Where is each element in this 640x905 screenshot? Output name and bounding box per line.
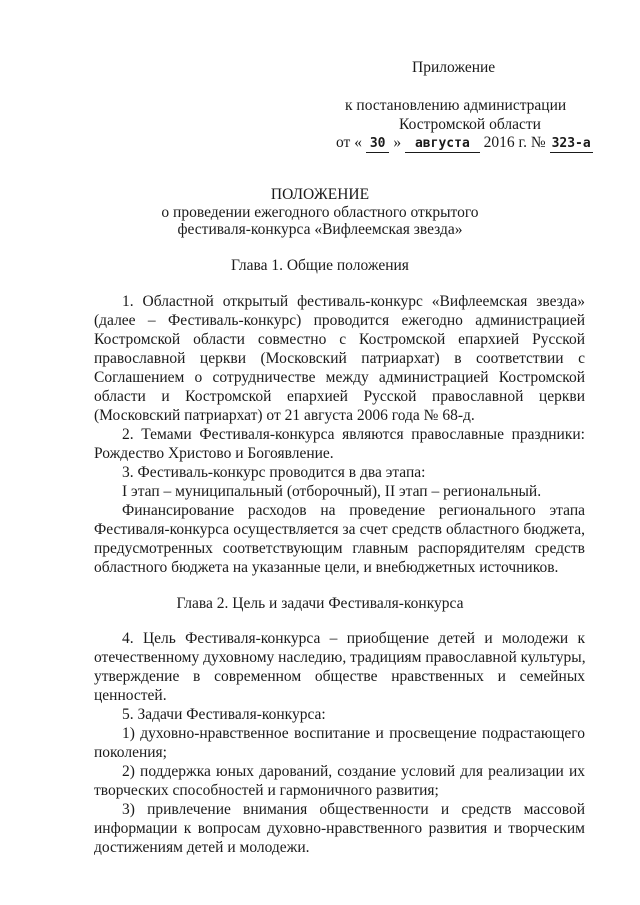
date-prefix: от « (336, 134, 362, 151)
paragraph-line: (Московский патриархат) от 21 августа 2006 года № 68-д. (94, 407, 475, 424)
chapter-2-title: Глава 2. Цель и задачи Фестиваля-конкурса (176, 595, 464, 612)
paragraph-line: областного бюджета на указанные цели, и внебюджетных источников. (94, 559, 559, 576)
list-item-line: достижениям детей и молодежи. (94, 839, 310, 856)
annex-line-1: к постановлению администрации (345, 97, 567, 114)
list-item-line: 2) поддержка юных дарований, создание условий для реализации их (122, 763, 585, 780)
document-number: 323-а (551, 136, 591, 151)
paragraph-line: 5. Задачи Фестиваля-конкурса: (122, 706, 326, 723)
chapter-1-title: Глава 1. Общие положения (231, 257, 409, 274)
list-item-line: 3) привлечение внимания общественности и средств массовой (122, 801, 585, 818)
date-day: 30 (366, 136, 390, 153)
paragraph-line: Фестиваля-конкурса осуществляется за счет средств областного бюджета, (94, 521, 585, 538)
paragraph-line: Рождество Христово и Богоявление. (94, 445, 334, 462)
paragraph-line: ценностей. (94, 687, 167, 704)
document-title: ПОЛОЖЕНИЕ (270, 186, 370, 203)
paragraph-line: 3. Фестиваль-конкурс проводится в два этапа: (122, 464, 426, 481)
list-item-line: 1) духовно-нравственное воспитание и просвещение подрастающего (122, 725, 585, 742)
paragraph-line: 1. Областной открытый фестиваль-конкурс «Вифлеемская звезда» (122, 293, 585, 310)
paragraph-line: Финансирование расходов на проведение регионального этапа (122, 502, 585, 519)
paragraph-line: Костромской области совместно с Костромской епархией Русской (94, 331, 585, 348)
annex-line-2: Костромской области (399, 116, 541, 133)
list-item-line: поколения; (94, 744, 167, 761)
paragraph-line: (далее – Фестиваль-конкурс) проводится ежегодно администрацией (94, 312, 585, 329)
list-item-line: творческих способностей и гармоничного развития; (94, 782, 439, 799)
paragraph-line: области и Костромской епархией Русской православной церкви (94, 388, 585, 405)
annex-title: Приложение (412, 59, 496, 76)
paragraph-line: 2. Темами Фестиваля-конкурса являются православные праздники: (122, 426, 585, 443)
paragraph-line: 4. Цель Фестиваля-конкурса – приобщение детей и молодежи к (122, 630, 585, 647)
document-subtitle-2: фестиваля-конкурса «Вифлеемская звезда» (177, 221, 463, 238)
paragraph-line: утверждение в современном обществе нравственных и семейных (94, 668, 585, 685)
annex-date-line (336, 133, 593, 153)
date-month: августа (405, 136, 480, 153)
paragraph-line: Соглашением о сотрудничестве между администрацией Костромской (94, 369, 585, 386)
paragraph-line: отечественному духовному наследию, традициям православной культуры, (94, 649, 586, 666)
date-mid: » (393, 134, 402, 151)
list-item-line: информации к вопросам духовно-нравственного развития и творческим (94, 820, 585, 837)
paragraph-line: православной церкви (Московский патриархат) в соответствии с (94, 350, 585, 367)
paragraph-line: I этап – муниципальный (отборочный), II этап – региональный. (122, 483, 542, 500)
date-year: 2016 г. № (483, 134, 546, 151)
document-subtitle-1: о проведении ежегодного областного открытого (161, 204, 479, 221)
paragraph-line: предусмотренных соответствующим главным распорядителям средств (94, 540, 585, 557)
